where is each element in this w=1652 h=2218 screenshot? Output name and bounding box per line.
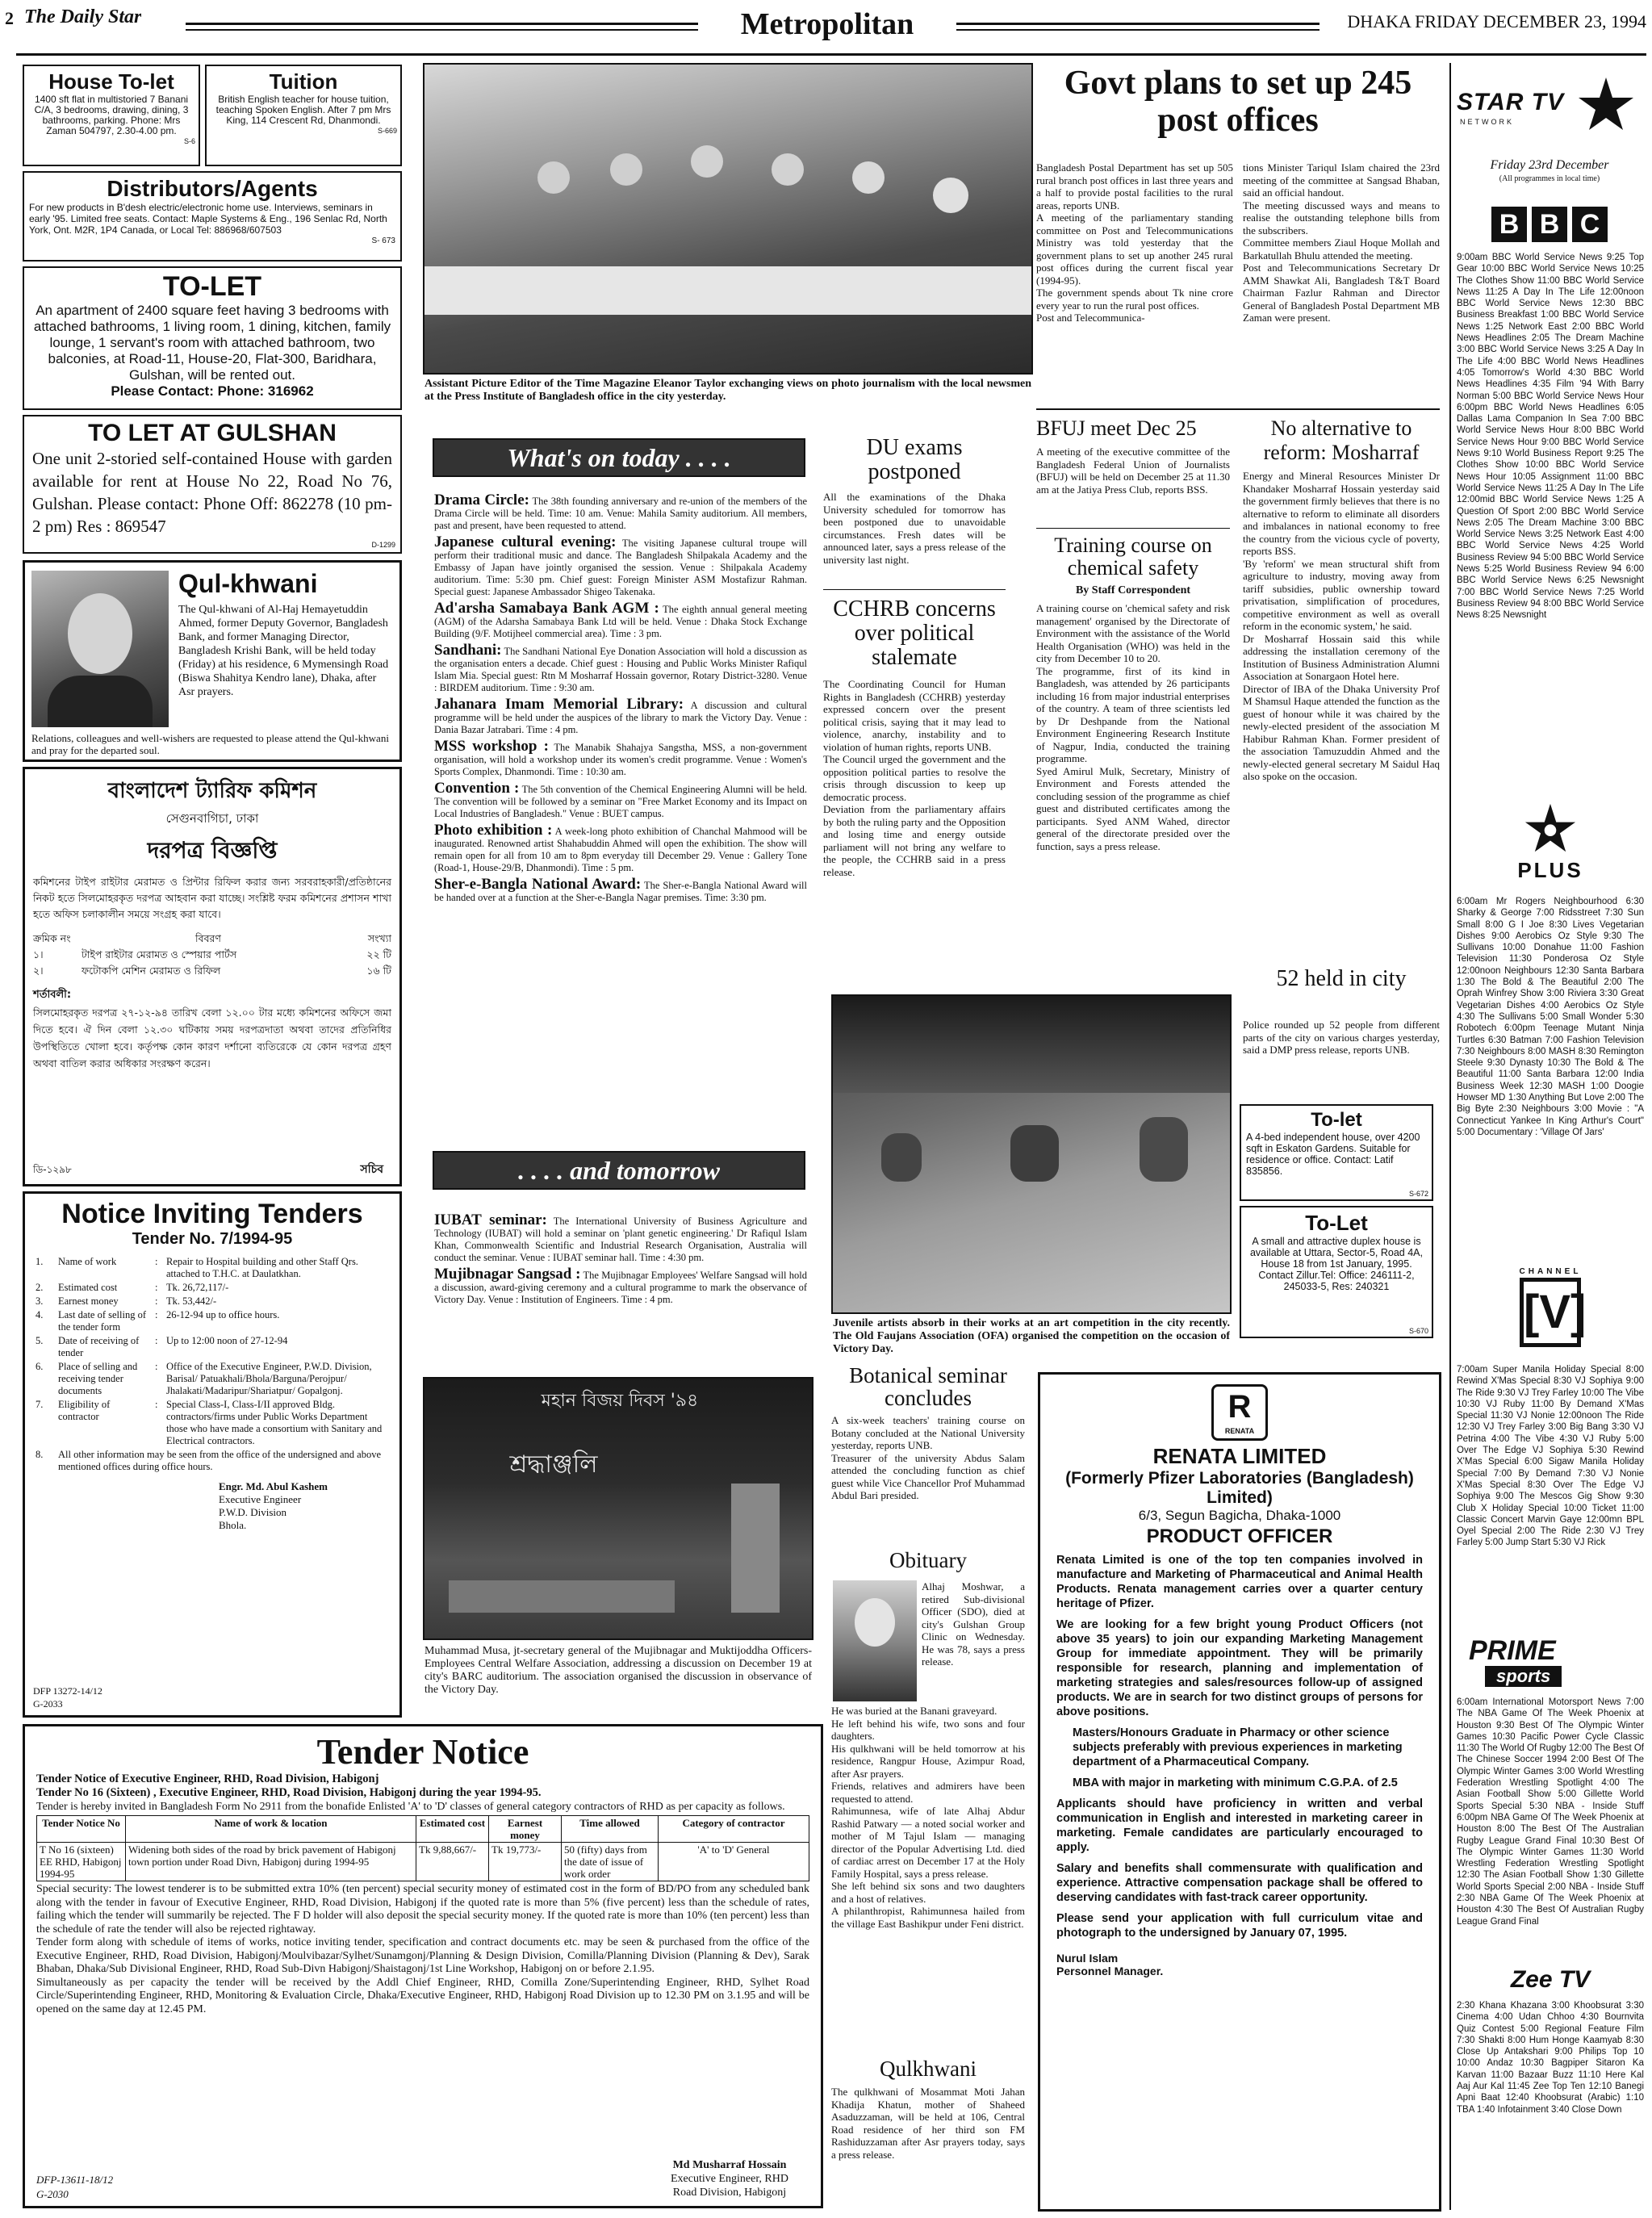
masthead (0, 0, 1652, 56)
whats-on-list (434, 494, 807, 1146)
tender-notice-line2: Tender No 16 (Sixteen) , Executive Engineer, RHD, Road Division, Habigonj during the year 1994-95. (36, 1786, 542, 1799)
musa-banner-text: মহান বিজয় দিবস '৯৪ (541, 1391, 699, 1411)
training-body: A training course on 'chemical safety and risk management' organised by the Directorate of Environment with the assistance of the World Health Organisation (WHO) was held in the city from December 10 to 20. The programme, first of its kind in Bangladesh, was attended by 26 participants including 16 from major industrial enterprises of the country. A team of three scientists led by Dr Deshpande from the National Environment Engineering Research Institute of Nagpur, India, conducted the training programme. Syed Amirul Mulk, Secretary, Ministry of Environment and Forests attended the concluding session of the programme as chief guest and distributed certificates among the participants. Syed ANM Wahed, director general of the directorate presided over the function, says a press release. (1036, 602, 1230, 852)
table-row: 8. All other information may be seen from the office of the undersigned and above mentioned offices during office hours. (36, 1449, 381, 1472)
tender-notice-signature (671, 2158, 788, 2199)
tenders-signature (219, 1480, 391, 1532)
cchrb-body: The Coordinating Council for Human Rights in Bangladesh (CCHRB) yesterday expressed concern over the present political crisis, saying that it may lead to violence, anarchy, instability and to violation of human rights, reports UNB. The Council urged the government and the opposition political parties to resolve the crisis through discussion to keep up democratic process. Deviation from the parliamentary affairs by both the ruling party and the Opposition and losing time and energy outside parliament will not bring any welfare to the people, the CCHRB said in a press release. (823, 678, 1006, 878)
du-headline: DU exams postponed (866, 436, 963, 484)
qulkhwani-ad (23, 560, 402, 762)
tomorrow-title: . . . . and tomorrow (518, 1156, 720, 1185)
house-to-let-body: 1400 sft flat in multistoried 7 Banani C/A, 3 bedrooms, drawing, dining, 3 bathrooms, parking. Phone: Mrs Zaman 504797, 2.30-4.00 pm. (34, 94, 189, 136)
masthead-rule-left (186, 23, 698, 25)
renata-logo-sub: RENATA (1224, 1427, 1255, 1435)
tender-notice-forms: Tender form along with schedule of items of works, notice inviting tender, specification and contract documents etc. may be seen & purchased from the office of the Executive Engineer, RHD, Road Division, Habigonj/Moulvibazar/Sylhet/Sunamgonj/Planning & Design Division, Comilla/Planning Division (Planning & Dev), Sarak Bhaban, Dhaka/Sub Divisional Engineer, RHD, Road Sub-Divn Habigonj/Shaistagonj/1st Line Workshop, Habigonj on or before 2.1.95. (36, 1936, 809, 1975)
star-tv-logo (1457, 71, 1642, 149)
gulshan-title: TO LET AT GULSHAN (88, 420, 337, 446)
tenders-sign-place: Bhola. (219, 1519, 247, 1531)
tender-notice-sign-name: Md Musharraf Hossain (672, 2159, 787, 2171)
prime-wordmark: PRIME (1469, 1635, 1556, 1666)
tenders-table (33, 1255, 391, 1474)
paper-name: The Daily Star (24, 6, 142, 27)
tariff-row-qty: ২২ টি (366, 948, 391, 960)
masthead-rule-right-2 (956, 29, 1320, 31)
event-item: MSS workshop : The Manabik Shahajya Sangstha, MSS, a non-government organisation, will hold a workshop under its women's credit programme. Venue : Women's Sports Complex, Dhanmondi. Time : 10:30 am. (434, 738, 807, 777)
tv-column-divider (1449, 63, 1451, 2210)
time-magazine-caption: Assistant Picture Editor of the Time Magazine Eleanor Taylor exchanging views on photo journalism with the local newsmen at the Press Institute of Bangladesh office in the city yesterday. (425, 378, 1031, 403)
gulshan-body: One unit 2-storied self-contained House with garden available for rent at House No 22, Road No 76, Gulshan. Please contact: Phone Off: 862278 (10 pm-2 pm) Res : 869547 (32, 449, 392, 536)
tender-notice-ad (23, 1724, 823, 2208)
tomorrow-list (434, 1214, 807, 1375)
renata-logo-icon: R (1227, 1389, 1252, 1425)
renata-position: PRODUCT OFFICER (1146, 1525, 1333, 1547)
tenders-sign-name: Engr. Md. Abul Kashem (219, 1480, 328, 1492)
qulkhwani-body: The Qul-khwani of Al-Haj Hemayetuddin Ahmed, former Deputy Governor, Bangladesh Bank, and former Managing Director, Bangladesh Krishi Bank, will be held today (Friday) at his residence, 6 Mymensingh Road (Biswa Shahitya Kendro lane), Dhaka, after Asr prayers. (178, 604, 389, 698)
distributors-title: Distributors/Agents (107, 176, 318, 201)
juvenile-artists-photo (831, 994, 1232, 1314)
held52-headline: 52 held in city (1276, 967, 1407, 991)
tender-notice-sign-office: Road Division, Habigonj (672, 2187, 787, 2199)
channel-v-logo (1457, 1267, 1644, 1358)
event-item: Sher-e-Bangla National Award: The Sher-e-Bangla National Award will be handed over at a function at the Sher-e-Bangla Nagar premises. Time: 3:30 pm. (434, 876, 807, 903)
event-item: IUBAT seminar: The International University of Business Agriculture and Technology (IUBAT) will hold a seminar on 'plant genetic engineering.' Dr Rafiqul Islam Khan, Commonwealth Scientific and Industrial Research Organisation, Australia will conduct the seminar. Venue : IUBAT seminar hall. Time : 4:30 pm. (434, 1214, 807, 1263)
masthead-bottom-rule (16, 53, 1646, 56)
tariff-col-qty: সংখ্যা (367, 932, 391, 944)
event-item: Japanese cultural evening: The visiting Japanese cultural troupe will perform their traditional music and dance. The Bangladesh Shilpakala Academy and the Embassy of Japan have jointly organised the session. Venue : Shilpakala Academy auditorium. Time: 5:30 pm. Chief guest: Foreign Minister ASM Mostafizur Rahman. Special guest: Japanese Ambassador Shigeo Takenaka. (434, 534, 807, 597)
whats-on-title: What's on today . . . . (507, 443, 731, 472)
tariff-row-item: ফটোকপি মেশিন মেরামত ও রিফিল (82, 965, 221, 977)
renata-logo (1211, 1384, 1268, 1441)
distributors-body: For new products in B'desh electric/electronic home use. Interviews, seminars in early '95. Limited free seats. Contact: Maple Systems & Eng., 196 Senlac Rd, North York, Ont. M2R, 1P4 Canada, or Local Tel: 886968/607503 (29, 202, 387, 236)
to-let-small-1-body: A 4-bed independent house, over 4200 sqft in Eskaton Gardens. Suitable for residence or office. Contact: Latif 835856. (1246, 1132, 1420, 1177)
bbc-listings: 9:00am BBC World Service News 9:25 Top Gear 10:00 BBC World Service News 10:25 The Clothes Show 11:00 BBC World Service News 11:25 A Day In The Life 12:00noon BBC World Service News 12:30 BBC Business Breakfast 1:00 BBC World Service News 1:25 Network East 2:00 BBC World News Headlines 2:05 The Dream Machine 3:00 BBC World Service News 3:25 A Day In The Life 4:00 BBC World News Headlines 4:05 Tomorrow's World 4:30 BBC World News Headlines 4:35 Film '94 With Barry Norman 5:00 BBC World Service News Hour 6:00pm BBC World News Headlines 6:05 Dallas Lama Companion In Sea 7:00 BBC World Service News Hour 8:00 BBC World Service News Hour 9:00 BBC World Service News 9:10 World Business Report 9:25 The Clothes Show 10:00 BBC World Service News Hour 10:05 Assignment 11:00 BBC World Service News 11:25 A Day In The Life 12:00mid BBC World Service News 1:25 A Question Of Sport 2:00 BBC World Service News 2:05 The Dream Machine 3:00 BBC World Service News 3:25 Network East 4:00 BBC World Service News 4:25 World Business Review 94 5:00 BBC World Service News 5:25 World Business Review 94 6:00 BBC World Service News 6:25 Newsnight 7:00 BBC World Service News 7:25 World Business Review 94 8:00 BBC World Service News 8:25 Newsnight (1457, 253, 1644, 621)
event-item: Convention : The 5th convention of the Chemical Engineering Alumni will be held. The convention will be followed by a seminar on "Free Market Economy and its Impact on Local Industries of Bangladesh." Venue : BUET campus. (434, 780, 807, 819)
event-item: Drama Circle: The 38th founding anniversary and re-union of the members of the Drama Circle will be held. Time: 10 am. Venue: Mahila Samity auditorium. All members, past and present, have been requested to attend. (434, 494, 807, 531)
obituary-headline: Obituary (889, 1548, 967, 1572)
tariff-table (33, 931, 391, 979)
prime-sports-logo (1469, 1635, 1630, 1693)
to-let-small-2-contact: Contact Zillur.Tel: Office: 246111-2, 245033-5, Res: 240321 (1258, 1270, 1415, 1292)
training-byline: By Staff Correspondent (1075, 584, 1191, 596)
musa-photo (423, 1377, 813, 1640)
obituary-body-2: He was buried at the Banani graveyard. He left behind his wife, two sons and four daughters. His qulkhwani will be held tomorrow at his residence, Rangpur House, Azimpur Road, after Asr prayers. Friends, relatives and admirers have been requested to attend. Rahimunnesa, wife of late Alhaj Abdur Rashid Patwary — a noted social worker and mother of M Tajul Islam — managing director of the Popular Advertising Ltd. died of cardiac arrest on December 17 at the Holy Family Hospital, says a press release. She left behind six sons and two daughters and a host of relatives. A philanthropist, Rahimunnesa hailed from the village East Bashikpur under Feni district. (831, 1705, 1025, 1930)
renata-ad (1038, 1372, 1441, 2212)
channel-v-top: CHANNEL (1519, 1267, 1582, 1276)
renata-sign-title: Personnel Manager. (1056, 1965, 1164, 1977)
prime-sub: sports (1485, 1666, 1562, 1687)
tariff-col-item: বিবরণ (195, 932, 221, 944)
plus-logo (1457, 802, 1644, 886)
distributors-ad (23, 171, 402, 262)
renata-p5: Please send your application with full curriculum vitae and photograph to the undersigned by January 07, 1995. (1056, 1912, 1423, 1940)
bbc-block-b1: B (1491, 207, 1527, 242)
plus-listings: 6:00am Mr Rogers Neighbourhood 6:30 Sharky & George 7:00 Ridsstreet 7:30 Sun Small 8:00 G I Joe 8:30 Lives Vegetarian Dishes 9:00 Aerobics Oz Style 9:30 The Sullivans 10:00 Donahue 11:00 Fashion Television 11:30 Ponderosa Oz Style 12:00noon Neighbours 12:30 Santa Barbara 1:30 The Bold & The Beautiful 2:00 The Oprah Winfrey Show 3:00 Riviera 3:30 Great Vegetarian Dishes 4:00 Aerobics Oz Style 4:30 The Sullivans 5:00 Small Wonder 5:30 Robotech 6:00pm Teenage Mutant Ninja Turtles 6:30 Batman 7:00 Fashion Television 7:30 Neighbours 8:00 MASH 8:30 Remington Steele 9:30 Dynasty 10:30 The Bold & The Beautiful 11:00 Santa Barbara 12:00 India Business Week 12:30 MASH 1:00 Doogie Howser MD 1:30 Anything But Love 2:00 The Big Byte 2:30 Neighbours 3:00 Movie : "A Connecticut Yankee In King Arthur's Court" 5:00 Documentary : 'Village Of Jars' (1457, 897, 1644, 1137)
training-headline: Training course on chemical safety (1054, 534, 1212, 580)
zee-tv-logo: Zee TV (1510, 1966, 1591, 1993)
musa-caption: Muhammad Musa, jt-secretary general of the Mujibnagar and Muktijoddha Officers-Employees Central Welfare Association, addressing a discussion on December 19 at city's BARC auditorium. The association organised the discussion in observance of the Victory Day. (425, 1645, 812, 1696)
bbc-logo (1485, 207, 1614, 244)
tariff-sign: সচিব (360, 1163, 383, 1176)
star-tv-network: NETWORK (1460, 118, 1514, 126)
zee-tv-listings: 2:30 Khana Khazana 3:00 Khoobsurat 3:30 Cinema 4:00 Udan Chhoo 4:30 Bournvita Quiz Contest 5:00 Regional Feature Film 7:30 Shakti 8:00 Hum Honge Kaamyab 8:30 Close Up Antakshari 9:00 Philips Top 10 10:00 Andaz 10:30 Bagpiper Sitaron Ka Karvan 11:00 Bazaar Buzz 11:10 Here Kal Aaj Aur Kal 11:45 Zee Top Ten 12:10 Banegi Apni Baat 12:40 Khoobsurat (Arabic) 1:10 TBA 1:40 Infotainment 3:40 Close Down (1457, 2001, 1644, 2115)
to-let-small-2-body: A small and attractive duplex house is available at Uttara, Sector-5, Road 4A, House 18 from 1st January, 1995. (1249, 1236, 1423, 1270)
renata-p4: Salary and benefits shall commensurate with qualification and experience. Attractive compensation package shall be offered to deserving candidates with fast-track career opportunity. (1056, 1862, 1423, 1904)
qulkhwani-news-body: The qulkhwani of Mosammat Moti Jahan Khadija Khatun, mother of Shaheed Asaduzzaman, will be held at 106, Central Road residence of her third son FM Rashiduzzaman after Asr prayers today, says a press release. (831, 2086, 1025, 2161)
divider-post (1036, 408, 1440, 410)
section-title: Metropolitan (740, 7, 914, 41)
tenders-subtitle: Tender No. 7/1994-95 (132, 1230, 293, 1248)
dateline: DHAKA FRIDAY DECEMBER 23, 1994 (1347, 11, 1646, 31)
tuition-body: British English teacher for house tuition, teaching Spoken English. After 7 pm Mrs King, 114 Crescent Rd, Dhanmondi. (215, 94, 391, 126)
tariff-title: বাংলাদেশ ট্যারিফ কমিশন (107, 779, 317, 803)
tariff-code: ডি-১২৯৮ (33, 1164, 72, 1175)
gulshan-ad (23, 415, 402, 554)
event-item: Ad'arsha Samabaya Bank AGM : The eighth annual general meeting (AGM) of the Adarsha Samabaya Bank Ltd will be held. Venue : Dhaka Stock Exchange Building (9/F. Motijheel commercial area). Time : 3 pm. (434, 600, 807, 639)
renata-p1: Renata Limited is one of the top ten companies involved in manufacture and Marketing of Pharmaceutical and Animal Health Products. Renata management carries over a quarter century heritage of Pfizer. (1056, 1554, 1423, 1610)
house-to-let-code: S-6 (183, 137, 195, 145)
table-row: 3. Earnest money : Tk. 53,442/- (36, 1295, 217, 1307)
page-number: 2 (5, 8, 14, 28)
tender-notice-receipt: Simultaneously as per capacity the tender will be received by the Addl Chief Engineer, RHD, Comilla Zone/Superintending Engineer, RHD, Sylhet Road Circle/Superintending Engineer, RHD, Monitoring & Evaluation Circle, Dhaka/Executive Engineer, RHD, Habigonj Road Division up to 12.30 PM on 3.1.95 and will be opened on the same day at 12.45 PM. (36, 1976, 809, 2015)
divider-bfuj (1036, 528, 1230, 529)
to-let-small-2-code: S-670 (1408, 1327, 1428, 1335)
renata-sign-name: Nurul Islam (1056, 1952, 1119, 1965)
event-item: Sandhani: The Sandhani National Eye Donation Association will hold a discussion as the organisation enters a decade. Chief guest : Housing and Public Works Minister Rafiqul Islam Mia. Special guest: Rtn M Mosharraf Hossain governor, Rotary District-3280. Venue : BIRDEM auditorium. Time : 9:30 am. (434, 642, 807, 693)
whats-on-banner (433, 438, 805, 477)
tariff-row-qty: ১৬ টি (366, 965, 391, 977)
renata-title: RENATA LIMITED (1152, 1444, 1327, 1468)
tariff-heading: দরপত্র বিজ্ঞপ্তি (147, 837, 278, 864)
renata-item2: MBA with major in marketing with minimum C.G.P.A. of 2.5 (1073, 1776, 1398, 1789)
bbc-block-c: C (1572, 207, 1608, 242)
tariff-subtitle: সেগুনবাগিচা, ঢাকা (165, 811, 259, 826)
botanical-body: A six-week teachers' training course on Botany concluded at the National University yesterday, reports UNB. Treasurer of the university Abdus Salam attended the concluding function as chief guest while Vice Chancellor Prof Muhammad Abdul Bari presided. (831, 1414, 1025, 1501)
post-offices-col1: Bangladesh Postal Department has set up 505 rural branch post offices in last three years and a half to provide postal facilities to the rural areas, reports UNB. A meeting of the parliamentary standing committee on Post and Telecommunications Ministry was told yesterday that the government plans to set up another 245 rural post offices during the current fiscal year (1994-95). The government spends about Tk nine crore every year to run the rural post offices. Post and Telecommunica- (1036, 161, 1233, 324)
tariff-conditions: সিলমোহরকৃত দরপত্র ২৭-১২-৯৪ তারিখ বেলা ১২.০০ টার মধ্যে কমিশনের অফিসে জমা দিতে হবে। ঐ দিন বেলা ১২.৩০ ঘটিকায় সময় দরপত্রদাতা অথবা তাদের প্রতিনিধির উপস্থিতিতে খোলা হবে। কর্তৃপক্ষ কোন কারণ দর্শানো ব্যতিরেকে যে কোন দরপত্র গ্রহণ অথবা বাতিল করার অধিকার সংরক্ষণ করেন। (33, 1006, 391, 1069)
plus-star-icon (1522, 802, 1579, 854)
bfuj-body: A meeting of the executive committee of the Bangladesh Federal Union of Journalists (BFUJ) will be held on December 25 at 11.30 am at the Jatiya Press Club, reports BSS. (1036, 446, 1230, 496)
tariff-col-serial: ক্রমিক নং (33, 932, 71, 944)
to-let-contact: Please Contact: Phone: 316962 (111, 383, 314, 399)
obituary-body-1: Alhaj Moshwar, a retired Sub-divisional Officer (SDO), died at city's Gulshan Group Clinic on Wednesday. He was 78, says a press release. (922, 1580, 1025, 1668)
table-header-row: Tender Notice No Name of work & location Estimated cost Earnest money Time allowed Category of contractor (37, 1816, 809, 1843)
post-offices-headline: Govt plans to set up 245 post offices (1064, 65, 1412, 139)
tenders-code2: G-2033 (33, 1698, 63, 1710)
time-magazine-photo (423, 63, 1033, 375)
tender-notice-code1: DFP-13611-18/12 (36, 2174, 114, 2186)
mosharraf-body: Energy and Mineral Resources Minister Dr Khandaker Mosharraf Hossain yesterday said the government firmly believes that there is no alternative to reform to eliminate all disorders and imbalances in national economy to free the country from the vicious cycle of poverty, reports BSS. 'By 'reform' we mean structural shift from agriculture to industry, moving away from tariff subsidies, public ownership toward privatisation, simplification of procedures, competitive environment as well as overall reform in the economic system,' he said. Dr Mosharraf Hossain said this while addressing the installation ceremony of the Institution of Business Administration Alumni Association at Sonargaon Hotel here. Director of IBA of the Dhaka University Prof M Shamsul Haque attended the function as the guest of honour while it was chaired by the newly-elected president of the association M Habibur Rahman Khan. Former president of the association Tamuzuddin Ahmed and the newly-elected general secretary M Saidul Haq also spoke on the occasion. (1243, 470, 1440, 782)
qulkhwani-footer: Relations, colleagues and well-wishers are requested to please attend the Qul-khwani and pray for the departed soul. (31, 732, 389, 756)
tv-date-note: (All programmes in local time) (1499, 174, 1600, 183)
table-row: 1. Name of work : Repair to Hospital building and other Staff Qrs. attached to T.H.C. at Daulatkhan. (36, 1256, 358, 1279)
star-icon (1578, 76, 1634, 132)
tender-notice-security: Special security: The lowest tenderer is to be submitted extra 10% (ten percent) special security money of estimated cost in the form of BD/PO from any scheduled bank along with the tender in favour of Executive Engineer, RHD, Road Division, Habigonj if the quoted rate is more than 5% (five percent) less than the schedule of rates, failing which the tender will summarily be rejected. The F D holder will also deposit the special security money. If the quoted rate is more than 10% (ten percent) less than the schedule of rate the tender will also be rejected rightaway. (36, 1883, 809, 1936)
table-row: 6. Place of selling and receiving tender documents : Office of the Executive Engineer, P.W.D. Division, Barisal/ Patuakhali/Bhola/Barguna/Perojpur/ Jhalakati/Madaripur/Shariatpur/ Gopalgonj. (36, 1361, 372, 1396)
masthead-rule-right (956, 23, 1320, 25)
tariff-row-n: ১। (33, 948, 44, 960)
renata-p2: We are looking for a few bright young Product Officers (not above 35 years) to join our expanding Marketing Management Group for immediate appointment. They will be primarily responsible for research, planning and implementation of marketing strategies and sales/resources follow-up of assigned products. We are in search for two distinct groups of persons for above positions. (1056, 1618, 1423, 1718)
tenders-sign-title: Executive Engineer (219, 1493, 302, 1505)
table-row: 7. Eligibility of contractor : Special Class-I, Class-I/II approved Bldg. contractors/firms under Public Works Department those who have made a consortium with Sanitary and Electrical contractors. (36, 1399, 383, 1446)
tariff-conditions-head: শর্তাবলী: (33, 989, 72, 1001)
tenders-title: Notice Inviting Tenders (61, 1199, 363, 1229)
table-row: 4. Last date of selling of the tender form : 26-12-94 up to office hours. (36, 1309, 280, 1333)
channel-v-wordmark: [V] (1520, 1278, 1581, 1347)
table-row: 2. Estimated cost : Tk. 26,72,117/- (36, 1282, 229, 1293)
renata-subtitle: (Formerly Pfizer Laboratories (Bangladesh) Limited) (1065, 1469, 1414, 1507)
tariff-row-n: ২। (33, 965, 44, 977)
to-let-body: An apartment of 2400 square feet having 3 bedrooms with attached bathrooms, 1 living room, 1 dining, kitchen, family lounge, 1 servant's room with attached bathroom, two balconies, at Road-11, House-20, Flat-300, Baridhara, Gulshan, will be rented out. (33, 303, 391, 383)
tuition-code: S-669 (377, 127, 397, 135)
to-let-small-ad-1 (1240, 1104, 1433, 1201)
du-body: All the examinations of the Dhaka University scheduled for tomorrow has been postponed due to unavoidable circumstances. Fresh dates will be announced later, says a press release of the university last night. (823, 491, 1006, 566)
channel-v-listings: 7:00am Super Manila Holiday Special 8:00 Rewind X'Mas Special 8:30 VJ Sophiya 9:00 The Ride 9:30 VJ Trey Farley 10:00 The Vibe 10:30 VJ Ruby 11:00 By Demand X'Mas Special 11:30 VJ Nonie 12:00noon The Ride 12:30 VJ Trey Farley 3:00 Big Bang 3:30 VJ Petrina 4:00 The Vibe 4:30 VJ Ruby 5:00 Over The Edge VJ Sophiya 5:30 Rewind X'Mas Special 6:00 Sigaw Manila Holiday Special 7:00 By Demand 7:30 VJ Nonie X'Mas Special 8:30 Over The Edge VJ Sophiya 9:00 The Mescos Gig Show 9:30 Club X Holiday Special 10:00 Ticket 11:00 Classic Concert Marvin Gaye 12:00mn BPL Oyel Special 2:00 The Ride 2:30 VJ Trey Farley 5:00 Jump Start 5:30 VJ Rick (1457, 1365, 1644, 1548)
tender-notice-line3: Tender is hereby invited in Bangladesh Form No 2911 from the bonafide Enlisted 'A' to 'D' classes of general category contractors of RHD as per capacity as follows. (36, 1801, 785, 1813)
prime-sports-listings: 6:00am International Motorsport News 7:00 The NBA Game Of The Week Phoenix at Houston 9:30 Best Of The Olympic Winter Games 10:30 Pacific Power Cycle Classic 11:30 The World Of Rugby 12:00 The Best Of The Chinese Soccer 1994 2:00 Best Of The Olympic Winter Games 3:00 World Wrestling Federation Wrestling Spotlight 4:00 The Asian Football Show 5:00 Gillette World Sports Special 5:30 NBA - Inside Stuff 6:00pm NBA Game Of The Week Phoenix at Houston 8:00 The Best Of The Australian Rugby League Grand Final 10:30 Best Of The Olympic Winter Games 11:30 World Wrestling Federation Wrestling Spotlight 12:30 The Asian Football Show 1:30 Gillette World Sports Special 2:00 NBA - Inside Stuff 2:30 NBA Game Of The Week Phoenix at Houston 4:30 The Best Of Australian Rugby League Grand Final (1457, 1697, 1644, 1927)
table-row: 5. Date of receiving of tender : Up to 12:00 noon of 27-12-94 (36, 1335, 288, 1358)
tariff-row-item: টাইপ রাইটার মেরামত ও স্পেয়ার পার্টস (82, 948, 237, 960)
tomorrow-banner (433, 1151, 805, 1190)
bbc-block-b2: B (1532, 207, 1567, 242)
tenders-sign-office: P.W.D. Division (219, 1506, 287, 1518)
to-let-small-1-title: To-let (1311, 1109, 1362, 1131)
qulkhwani-title: Qul-khwani (178, 569, 318, 598)
obituary-photo (833, 1580, 917, 1701)
tariff-intro: কমিশনের টাইপ রাইটার মেরামত ও প্রিন্টার রিফিল করার জন্য সরবরাহকারী/প্রতিষ্ঠানের নিকট হতে সিলমোহরকৃত দরপত্র আহবান করা যাচ্ছে। সংশ্লিষ্ট ফরম কমিশনের প্রশাসন শাখা হতে অফিস চলাকালীন সময়ে সংগ্রহ করা যাবে। (33, 876, 391, 920)
held52-body: Police rounded up 52 people from different parts of the city on various charges yesterday, said a DMP press release, reports UNB. (1243, 1019, 1440, 1056)
gulshan-code: D-1299 (371, 541, 395, 549)
tenders-ad (23, 1191, 402, 1718)
masthead-rule-left-2 (186, 29, 698, 31)
plus-wordmark: PLUS (1517, 858, 1583, 882)
tender-notice-title: Tender Notice (316, 1732, 529, 1772)
tariff-commission-ad (23, 767, 402, 1186)
musa-banner-text-2: শ্রদ্ধাঞ্জলি (509, 1450, 598, 1479)
bfuj-headline: BFUJ meet Dec 25 (1036, 416, 1197, 440)
mosharraf-headline: No alternative to reform: Mosharraf (1263, 416, 1420, 464)
event-item: Photo exhibition : A week-long photo exhibition of Chanchal Mahmood will be inaugurated. Renowned artist Shahabuddin Ahmed will open the exhibition. The show will remain open for all from 10 am to 8pm everyday till December 29. Venue : Gallery Tone (Road-1, House-29/B, Dhanmondi). Time : 5 pm. (434, 822, 807, 873)
renata-address: 6/3, Segun Bagicha, Dhaka-1000 (1138, 1508, 1341, 1523)
post-offices-col2: tions Minister Tariqul Islam chaired the 23rd meeting of the committee at Sangsad Bhaban, said an official handout. The meeting discussed ways and means to realise the outstanding telephone bills from the subscribers. Committee members Ziaul Hoque Mollah and Barkatullah Bhulu attended the meeting. Post and Telecommunications Secretary Dr AMM Shawkat Ali, Bangladesh T&T Board Chairman Fazlur Rahman and Director General of Bangladesh Postal Department MB Zaman were present. (1243, 161, 1440, 324)
to-let-ad (23, 266, 402, 410)
qulkhwani-headline: Qulkhwani (880, 2057, 977, 2081)
botanical-headline: Botanical seminar concludes (849, 1364, 1007, 1409)
tuition-ad (205, 65, 402, 166)
tender-notice-line1: Tender Notice of Executive Engineer, RHD, Road Division, Habigonj (36, 1772, 379, 1785)
to-let-small-ad-2 (1240, 1206, 1433, 1338)
tv-date: Friday 23rd December (1490, 158, 1609, 172)
distributors-code: S- 673 (371, 236, 395, 245)
tender-notice-code2: G-2030 (36, 2188, 69, 2200)
tenders-code1: DFP 13272-14/12 (33, 1685, 102, 1697)
tender-notice-sign-title: Executive Engineer, RHD (670, 2173, 788, 2185)
to-let-title: TO-LET (162, 271, 262, 302)
portrait-photo (31, 571, 169, 727)
juvenile-caption: Juvenile artists absorb in their works at an art competition in the city recently. The Old Faujans Association (OFA) organised the competition on the occasion of Victory Day. (833, 1317, 1230, 1355)
renata-item1: Masters/Honours Graduate in Pharmacy or other science subjects preferably with previous experiences in marketing department of a Pharmaceutical Company. (1073, 1726, 1403, 1768)
table-row: T No 16 (sixteen) EE RHD, Habigonj 1994-95 Widening both sides of the road by brick pavement of Habigonj town portion under Road Divn, Habigonj during 1994-95 Tk 9,88,667/- Tk 19,773/- 50 (fifty) days from the date of issue of work order 'A' to 'D' General (37, 1843, 809, 1881)
tender-notice-table (36, 1815, 809, 1881)
to-let-small-2-title: To-Let (1305, 1211, 1368, 1235)
cchrb-headline: CCHRB concerns over political stalemate (833, 597, 996, 670)
event-item: Mujibnagar Sangsad : The Mujibnagar Employees' Welfare Sangsad will hold a discussion, award-giving ceremony and a cultural programme to mark the observance of Victory Day. Venue : Institution of Engineers. Time : 4 pm. (434, 1266, 807, 1305)
renata-p3: Applicants should have proficiency in written and verbal communication in English and interested in marketing career in marketing. Female candidates are particularly encouraged to apply. (1056, 1797, 1423, 1854)
event-item: Jahanara Imam Memorial Library: A discussion and cultural programme will be held under the auspices of the library to mark the Victory Day. Venue : Dania Bazar Jatrabari. Time : 4 pm. (434, 696, 807, 735)
house-to-let-title: House To-let (48, 69, 174, 94)
tuition-title: Tuition (269, 69, 338, 94)
to-let-small-1-code: S-672 (1408, 1190, 1428, 1198)
star-tv-wordmark: STAR TV (1457, 89, 1565, 115)
house-to-let-ad (23, 65, 200, 166)
divider-du (823, 589, 1006, 590)
